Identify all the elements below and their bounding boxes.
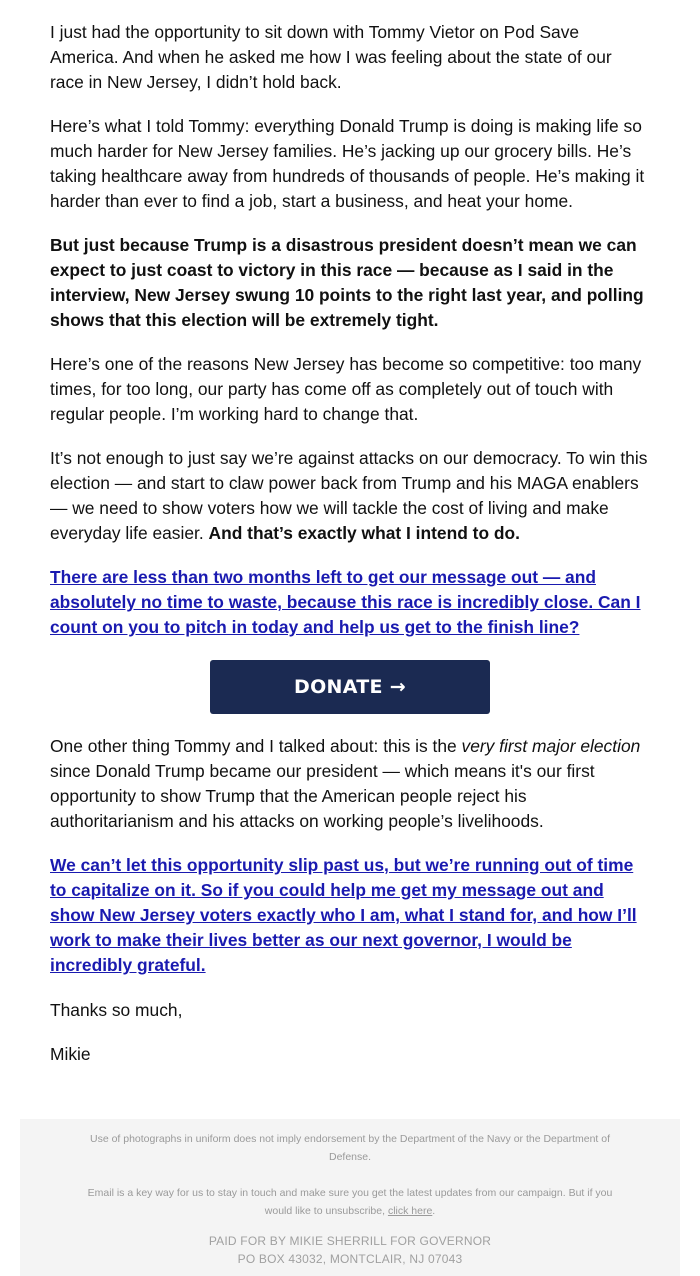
footer-paid-for: PAID FOR BY MIKIE SHERRILL FOR GOVERNOR — [208, 1234, 492, 1248]
footer-unsubscribe-text: Email is a key way for us to stay in touch and make sure you get the latest updates from our campaign. But if you would like to unsubscribe, — [87, 1187, 613, 1217]
signature: Mikie — [50, 1044, 91, 1064]
donate-link-paragraph-1 — [50, 565, 650, 640]
footer-unsubscribe — [80, 1184, 620, 1220]
paragraph-first-election-start: One other thing Tommy and I talked about: this is the — [50, 736, 462, 756]
footer-disclaimer: Use of photographs in uniform does not imply endorsement by the Department of the Navy or the Department of Defense. — [89, 1133, 611, 1163]
footer-address: PO BOX 43032, MONTCLAIR, NJ 07043 — [237, 1252, 463, 1266]
paragraph-intro: I just had the opportunity to sit down with Tommy Vietor on Pod Save America. And when he asked me how I was feeling about the state of our race in New Jersey, I didn’t hold back. — [50, 22, 612, 92]
paragraph-democracy-bold: And that’s exactly what I intend to do. — [208, 523, 520, 543]
unsubscribe-link[interactable]: click here — [387, 1205, 433, 1217]
email-body — [50, 20, 650, 1086]
footer-unsubscribe-end: . — [432, 1205, 436, 1217]
donate-link-1[interactable]: There are less than two months left to get our message out — and absolutely no time to waste, because this race is incredibly close. Can I count on you to pitch in today and help us get to the finish line? — [50, 567, 641, 637]
donate-button-wrapper — [50, 660, 650, 714]
paragraph-first-election — [50, 734, 650, 834]
paragraph-first-election-italic: very first major election — [461, 736, 641, 756]
donate-link-2[interactable]: We can’t let this opportunity slip past us, but we’re running out of time to capitalize on it. So if you could help me get my message out and show New Jersey voters exactly who I am, what I stand for, and how I’ll work to make their lives better as our next governor, I would be incredibly grateful. — [50, 855, 637, 975]
signoff: Thanks so much, — [50, 1000, 183, 1020]
email-footer — [20, 1119, 680, 1276]
paragraph-democracy — [50, 446, 650, 546]
paragraph-told-tommy: Here’s what I told Tommy: everything Donald Trump is doing is making life so much harder for New Jersey families. He’s jacking up our grocery bills. He’s taking healthcare away from hundreds of thousands of people. He’s making it harder than ever to find a job, start a business, and heat your home. — [50, 116, 645, 211]
paragraph-democracy-text: It’s not enough to just say we’re against attacks on our democracy. To win this election — and start to claw power back from Trump and his MAGA enablers — we need to show voters how we will tackle the cost of living and make everyday life easier. — [50, 448, 648, 543]
paragraph-bold-warning: But just because Trump is a disastrous president doesn’t mean we can expect to just coast to victory in this race — because as I said in the interview, New Jersey swung 10 points to the right last year, and polling shows that this election will be extremely tight. — [50, 235, 644, 330]
paragraph-competitive: Here’s one of the reasons New Jersey has become so competitive: too many times, for too long, our party has come off as completely out of touch with regular people. I’m working hard to change that. — [50, 354, 642, 424]
donate-button[interactable]: DONATE → — [210, 660, 490, 714]
donate-link-paragraph-2 — [50, 853, 650, 978]
paragraph-first-election-end: since Donald Trump became our president — which means it's our first opportunity to show Trump that the American people reject his authoritarianism and his attacks on working people’s livelihoods. — [50, 761, 595, 831]
